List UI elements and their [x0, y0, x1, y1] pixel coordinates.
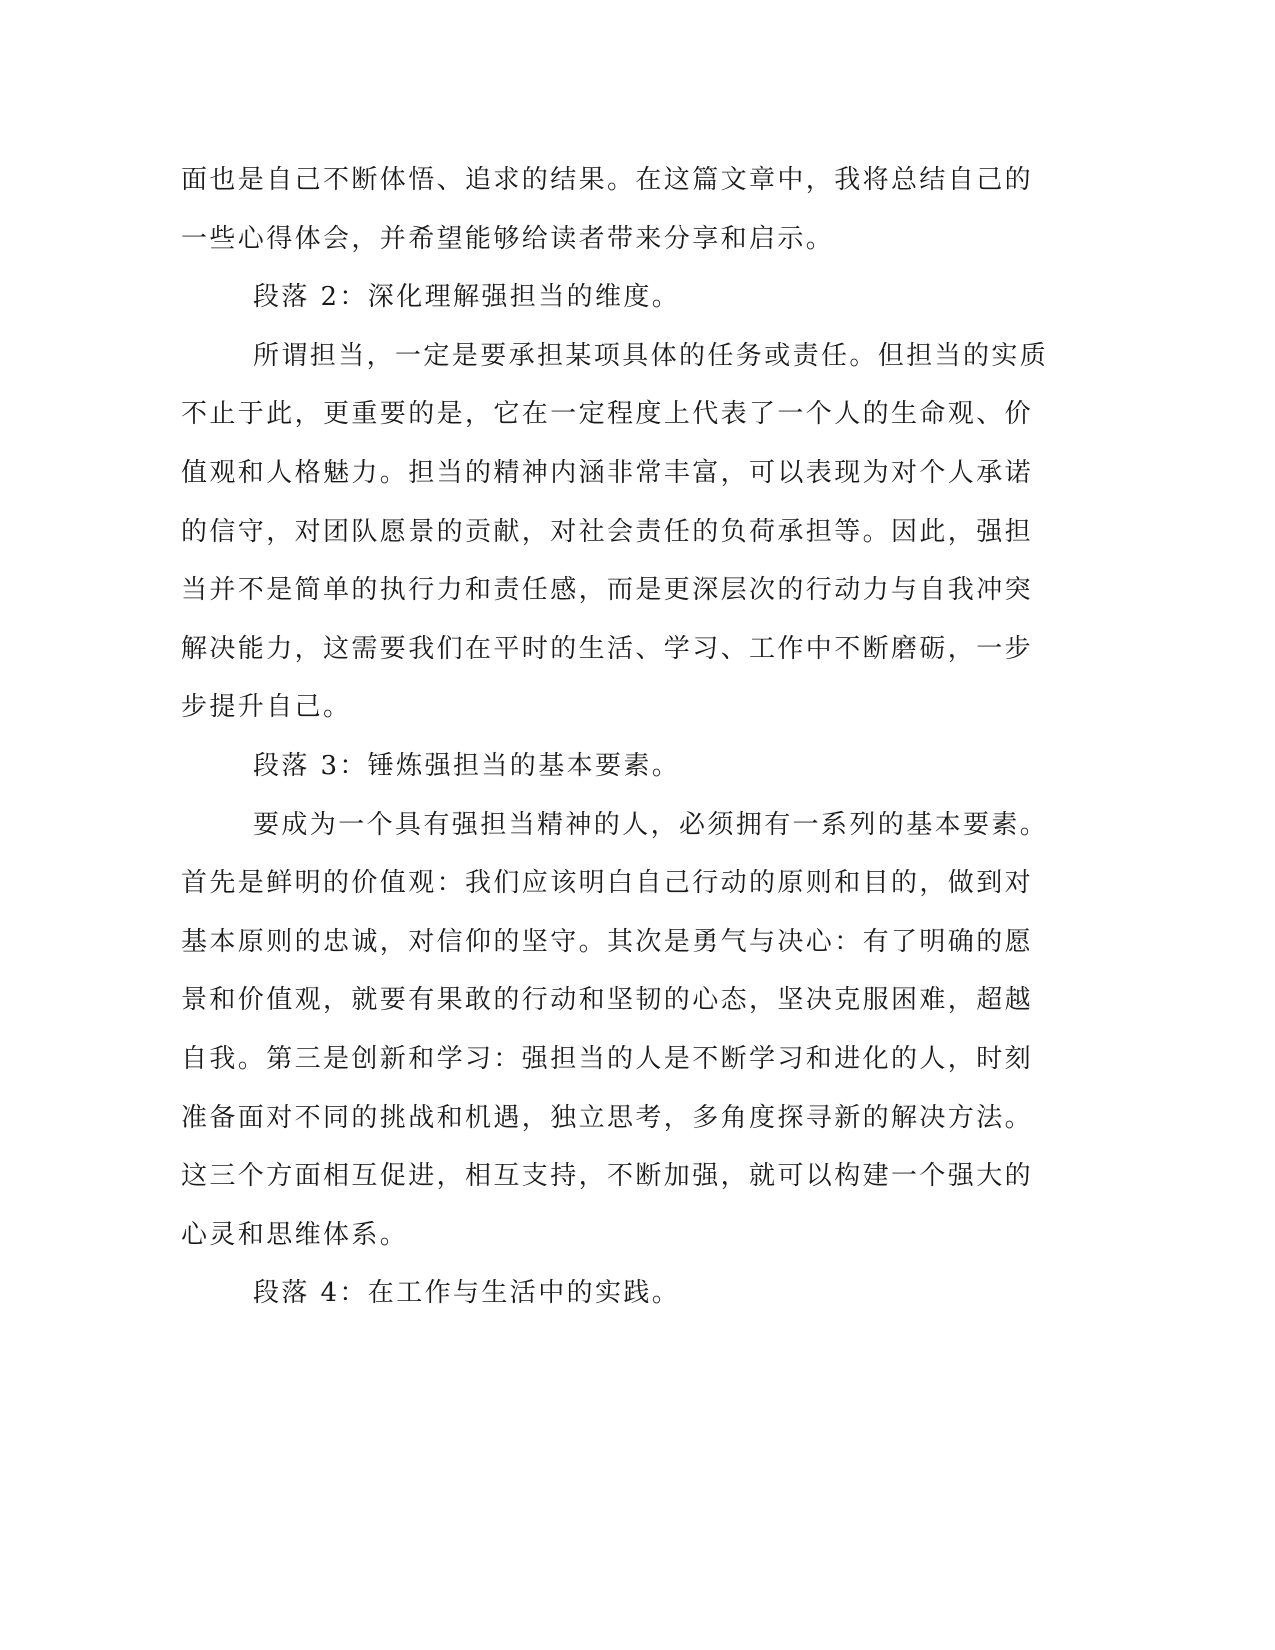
section-heading-4: 段落 4：在工作与生活中的实践。	[253, 1278, 681, 1309]
text-line: 自我。第三是创新和学习：强担当的人是不断学习和进化的人，时刻	[181, 1043, 1034, 1074]
text-line: 准备面对不同的挑战和机遇，独立思考，多角度探寻新的解决方法。	[181, 1102, 1034, 1133]
text-line: 景和价值观，就要有果敢的行动和坚韧的心态，坚决克服困难，超越	[181, 985, 1034, 1016]
text-line: 面也是自己不断体悟、追求的结果。在这篇文章中，我将总结自己的	[181, 165, 1034, 195]
text-line: 当并不是简单的执行力和责任感，而是更深层次的行动力与自我冲突	[181, 575, 1034, 606]
text-line: 步提升自己。	[181, 692, 352, 723]
text-line: 这三个方面相互促进，相互支持，不断加强，就可以构建一个强大的	[181, 1161, 1034, 1192]
text-line: 心灵和思维体系。	[181, 1219, 409, 1250]
text-line: 要成为一个具有强担当精神的人，必须拥有一系列的基本要素。	[253, 809, 1049, 840]
text-line: 基本原则的忠诚，对信仰的坚守。其次是勇气与决心：有了明确的愿	[181, 926, 1034, 957]
text-line: 值观和人格魅力。担当的精神内涵非常丰富，可以表现为对个人承诺	[181, 457, 1034, 488]
text-line: 首先是鲜明的价值观：我们应该明白自己行动的原则和目的，做到对	[181, 868, 1034, 899]
text-line: 解决能力，这需要我们在平时的生活、学习、工作中不断磨砺，一步	[181, 633, 1034, 664]
text-line: 所谓担当，一定是要承担某项具体的任务或责任。但担当的实质	[253, 340, 1049, 371]
section-heading-3: 段落 3：锤炼强担当的基本要素。	[253, 750, 681, 781]
text-line: 一些心得体会，并希望能够给读者带来分享和启示。	[181, 223, 835, 254]
text-line: 不止于此，更重要的是，它在一定程度上代表了一个人的生命观、价	[181, 399, 1034, 430]
text-line: 的信守，对团队愿景的贡献，对社会责任的负荷承担等。因此，强担	[181, 516, 1034, 547]
section-heading-2: 段落 2：深化理解强担当的维度。	[253, 282, 681, 313]
document-body	[181, 158, 1049, 1330]
